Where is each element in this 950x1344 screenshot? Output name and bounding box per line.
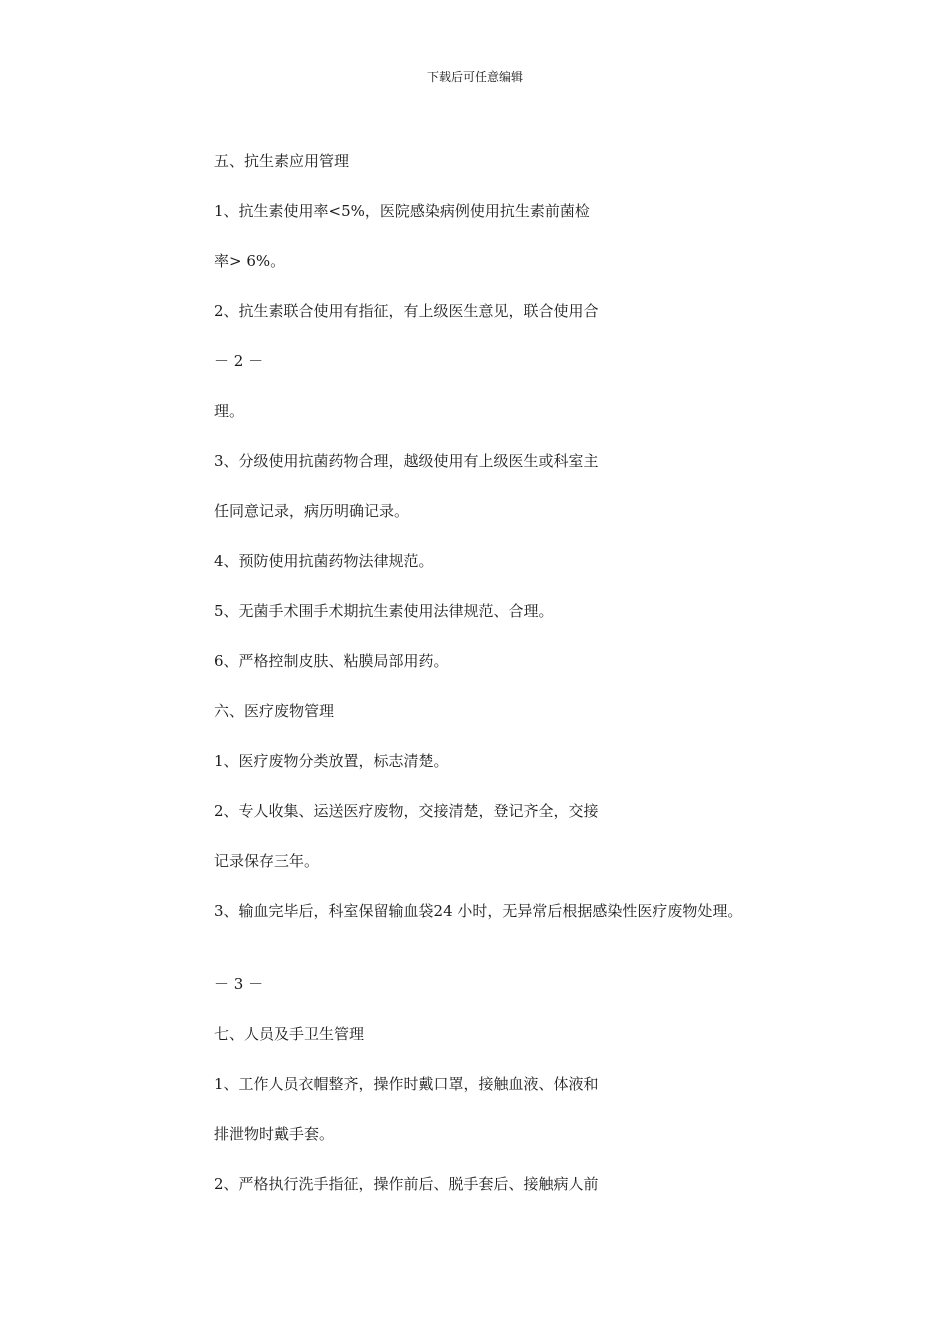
text-line: 1、医疗废物分类放置，标志清楚。 [214,752,449,770]
text-line: 4、预防使用抗菌药物法律规范。 [214,552,434,570]
text-line: 3、分级使用抗菌药物合理，越级使用有上级医生或科室主 [214,452,599,470]
text-line: 2、严格执行洗手指征，操作前后、脱手套后、接触病人前 [214,1175,599,1193]
section-heading-medical-waste: 六、医疗废物管理 [214,702,335,720]
text-line: 5、无菌手术围手术期抗生素使用法律规范、合理。 [214,602,554,620]
text-line: 2、抗生素联合使用有指征，有上级医生意见，联合使用合 [214,302,599,320]
text-line: 1、工作人员衣帽整齐，操作时戴口罩，接触血液、体液和 [214,1075,599,1093]
page-number: － 2 － [214,352,264,370]
text-line: 2、专人收集、运送医疗废物，交接清楚，登记齐全，交接 [214,802,599,820]
page-header: 下载后可任意编辑 [426,70,523,84]
page-number: － 3 － [214,975,264,993]
text-line: 记录保存三年。 [214,852,320,870]
text-line: 率> 6%。 [214,252,286,270]
section-heading-personnel-hygiene: 七、人员及手卫生管理 [214,1025,365,1043]
section-heading-antibiotics: 五、抗生素应用管理 [214,152,350,170]
text-line: 6、严格控制皮肤、粘膜局部用药。 [214,652,449,670]
paragraph-blood-transfusion: 3、输血完毕后，科室保留输血袋24 小时，无异常后根据感染性医疗废物处理。 [214,902,743,920]
text-line: 1、抗生素使用率<5%，医院感染病例使用抗生素前菌检 [214,202,590,220]
text-line: 理。 [214,402,245,420]
text-line: 任同意记录，病历明确记录。 [214,502,410,520]
text-line: 排泄物时戴手套。 [214,1125,335,1143]
